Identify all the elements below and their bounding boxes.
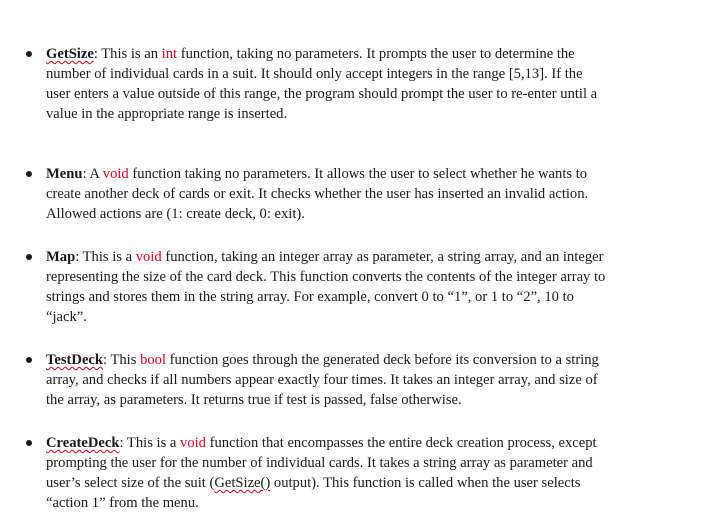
- bullet-icon: [26, 357, 32, 363]
- line: [46, 247, 668, 267]
- line: the array, as parameters. It returns true if test is passed, false otherwise.: [46, 392, 462, 408]
- text: function that encompasses the entire deck creation process, except: [205, 435, 597, 451]
- function-name: GetSize: [46, 46, 94, 62]
- function-name: TestDeck: [46, 352, 104, 368]
- bullet-icon: [26, 171, 32, 177]
- function-name: Map: [46, 249, 76, 265]
- line: value in the appropriate range is inserted.: [46, 106, 288, 122]
- bullet-icon: [26, 254, 32, 260]
- line: prompting the user for the number of individual cards. It takes a string array as parameter and: [46, 455, 593, 471]
- line: [46, 473, 668, 493]
- type-keyword: bool: [140, 352, 167, 368]
- list-item-map: [46, 247, 668, 327]
- line: representing the size of the card deck. This function converts the contents of the integer array to: [46, 269, 606, 285]
- text: user’s select size of the suit (: [46, 475, 215, 491]
- text: : This: [103, 352, 141, 368]
- type-keyword: void: [135, 249, 162, 265]
- line: “jack”.: [46, 309, 87, 325]
- text: function taking no parameters. It allows the user to select whether he wants to: [128, 166, 588, 182]
- text: : This is an: [93, 46, 162, 62]
- function-reference: GetSize(): [214, 475, 271, 491]
- list-item-createdeck: [46, 433, 668, 513]
- text: : This is a: [119, 435, 181, 451]
- type-keyword: void: [102, 166, 129, 182]
- function-name: Menu: [46, 166, 83, 182]
- line: [46, 44, 668, 64]
- bullet-icon: [26, 51, 32, 57]
- function-name: CreateDeck: [46, 435, 120, 451]
- text: function, taking no parameters. It prompts the user to determine the: [177, 46, 575, 62]
- list-item-menu: [46, 164, 668, 224]
- bullet-icon: [26, 440, 32, 446]
- text: function, taking an integer array as parameter, a string array, and an integer: [161, 249, 604, 265]
- line: [46, 350, 668, 370]
- line: user enters a value outside of this range, the program should prompt the user to re-enter until a: [46, 86, 598, 102]
- line: array, and checks if all numbers appear exactly four times. It takes an integer array, and size of: [46, 372, 598, 388]
- text: function goes through the generated deck before its conversion to a string: [166, 352, 599, 368]
- line: create another deck of cards or exit. It checks whether the user has inserted an invalid action.: [46, 186, 589, 202]
- line: Allowed actions are (1: create deck, 0: exit).: [46, 206, 305, 222]
- type-keyword: int: [161, 46, 178, 62]
- line: [46, 164, 668, 184]
- text: : This is a: [75, 249, 136, 265]
- list-item-testdeck: [46, 350, 668, 410]
- text: output). This function is called when the user selects: [270, 475, 581, 491]
- type-keyword: void: [180, 435, 206, 451]
- text: : A: [82, 166, 103, 182]
- line: strings and stores them in the string array. For example, convert 0 to “1”, or 1 to “2”, 10 to: [46, 289, 574, 305]
- line: number of individual cards in a suit. It should only accept integers in the range [5,13]. If the: [46, 66, 583, 82]
- list-item-getsize: [46, 44, 668, 124]
- line: [46, 433, 668, 453]
- line: “action 1” from the menu.: [46, 495, 199, 511]
